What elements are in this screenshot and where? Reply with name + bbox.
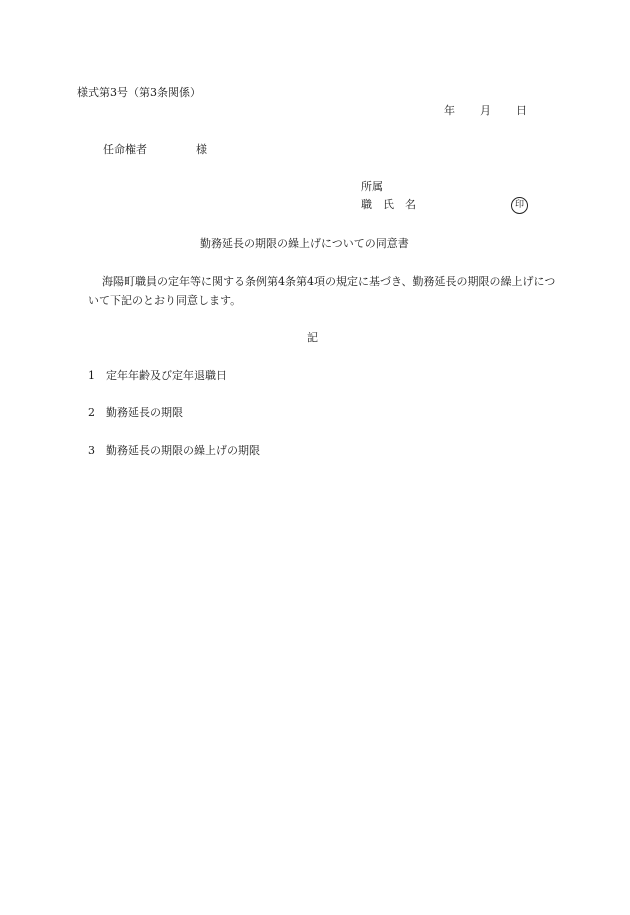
item-label: 定年年齢及び定年退職日: [106, 369, 227, 382]
date-month-label: 月: [480, 104, 491, 117]
addressee-honorific: 様: [196, 143, 207, 156]
list-item: [88, 369, 227, 383]
document-title: 勤務延長の期限の繰上げについての同意書: [200, 237, 409, 250]
addressee: [103, 143, 207, 157]
addressee-name: 任命権者: [103, 143, 147, 156]
body-paragraph: 海陽町職員の定年等に関する条例第4条第4項の規定に基づき、勤務延長の期限の繰上げについて下記のとおり同意します。: [88, 275, 556, 307]
seal-mark: 印: [511, 197, 528, 214]
ki-heading: 記: [307, 331, 318, 344]
item-number: 2: [88, 406, 95, 419]
staff-name-row: [361, 198, 509, 212]
form-number: 様式第3号（第3条関係）: [77, 86, 201, 99]
item-number: 1: [88, 369, 95, 382]
list-item: [88, 444, 260, 458]
date-year-label: 年: [444, 104, 455, 117]
list-item: [88, 406, 183, 420]
date-day-label: 日: [516, 104, 527, 117]
affiliation-label: 所属: [361, 180, 383, 193]
item-number: 3: [88, 444, 95, 457]
staff-name-label: 職 氏 名: [361, 198, 416, 211]
date-line: [444, 104, 527, 118]
item-label: 勤務延長の期限: [106, 406, 183, 419]
item-label: 勤務延長の期限の繰上げの期限: [106, 444, 260, 457]
